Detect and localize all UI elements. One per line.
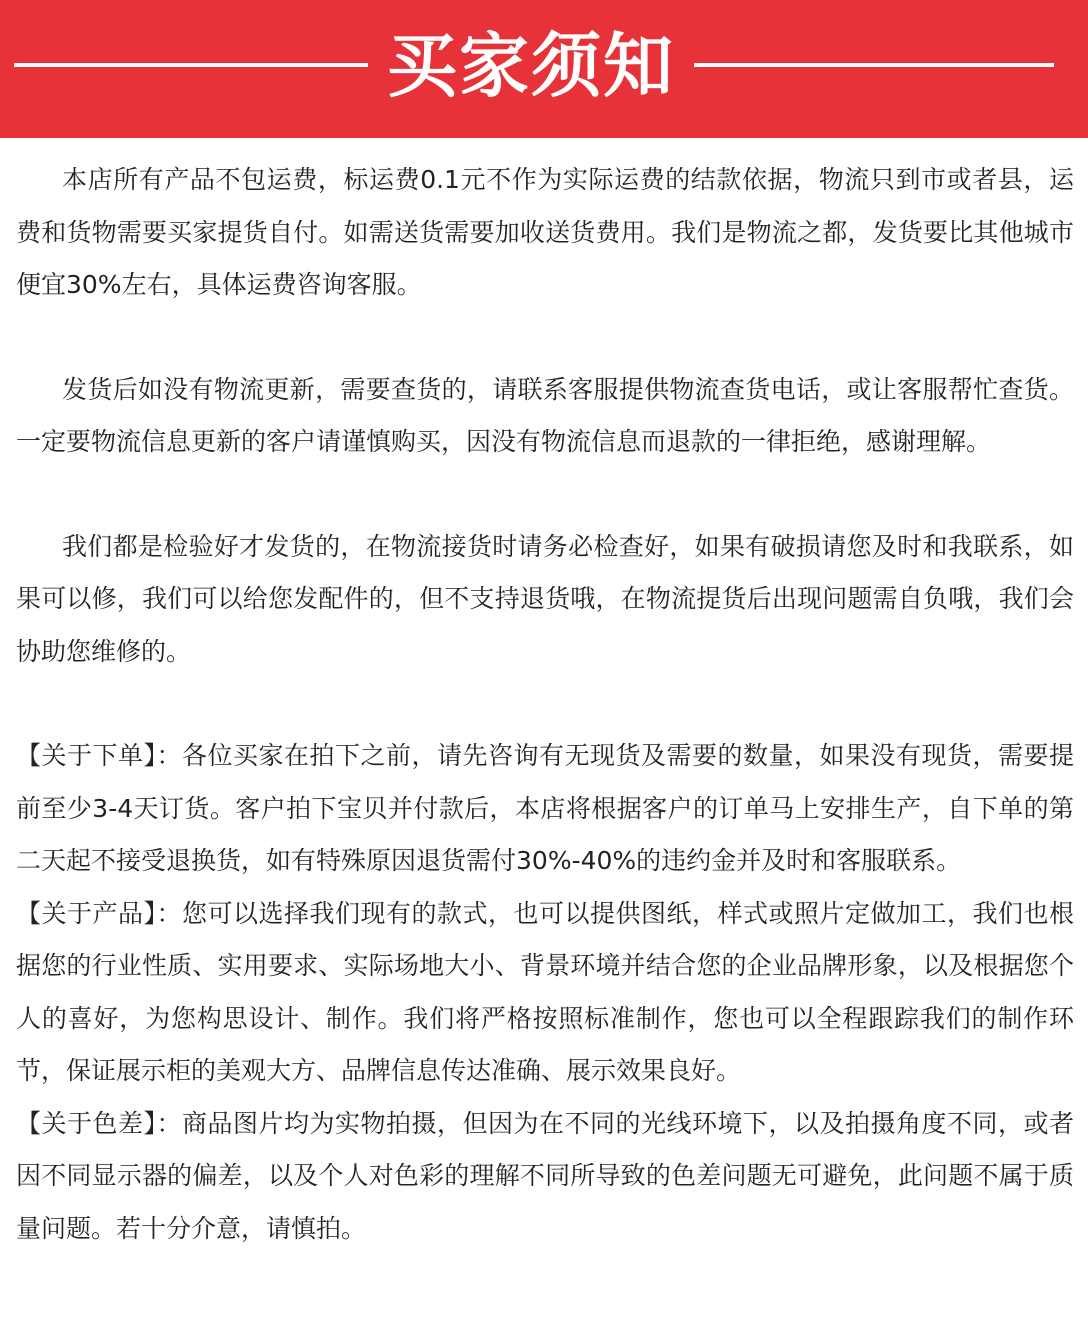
banner-divider-right bbox=[694, 63, 1054, 67]
products-paragraph: 【关于产品】：您可以选择我们现有的款式，也可以提供图纸，样式或照片定做加工，我们也根据您的行业性质、实用要求、实际场地大小、背景环境并结合您的企业品牌形象，以及根据您个人的喜好，为您构思设计、制作。我们将严格按照标准制作，您也可以全程跟踪我们的制作环节，保证展示柜的美观大方、品牌信息传达准确、展示效果良好。 bbox=[16, 898, 1074, 1085]
color-difference-paragraph: 【关于色差】：商品图片均为实物拍摄，但因为在不同的光线环境下，以及拍摄角度不同，或者因不同显示器的偏差，以及个人对色彩的理解不同所导致的色差问题无可避免，此问题不属于质量问题。若十分介意，请慎拍。 bbox=[16, 1108, 1074, 1243]
paragraph-gap bbox=[16, 312, 1074, 364]
banner-divider-left bbox=[14, 63, 368, 67]
header-banner bbox=[0, 0, 1088, 138]
tracking-paragraph: 发货后如没有物流更新，需要查货的，请联系客服提供物流查货电话，或让客服帮忙查货。一定要物流信息更新的客户请谨慎购买，因没有物流信息而退款的一律拒绝，感谢理解。 bbox=[16, 374, 1074, 456]
paragraph-gap bbox=[16, 469, 1074, 521]
shipping-paragraph: 本店所有产品不包运费，标运费0.1元不作为实际运费的结款依据，物流只到市或者县，运费和货物需要买家提货自付。如需送货需要加收送货费用。我们是物流之都，发货要比其他城市便宜30%左右，具体运费咨询客服。 bbox=[16, 165, 1074, 299]
ordering-paragraph: 【关于下单】：各位买家在拍下之前，请先咨询有无现货及需要的数量，如果没有现货，需要提前至少3-4天订货。客户拍下宝贝并付款后，本店将根据客户的订单马上安排生产，自下单的第二天起不接受退换货，如有特殊原因退货需付30%-40%的违约金并及时和客服联系。 bbox=[16, 741, 1074, 875]
paragraph-gap bbox=[16, 678, 1074, 730]
notice-content bbox=[16, 154, 1074, 1255]
inspection-paragraph: 我们都是检验好才发货的，在物流接货时请务必检查好，如果有破损请您及时和我联系，如果可以修，我们可以给您发配件的，但不支持退货哦，在物流提货后出现问题需自负哦，我们会协助您维修的。 bbox=[16, 531, 1074, 666]
page-title: 买家须知 bbox=[387, 25, 675, 107]
